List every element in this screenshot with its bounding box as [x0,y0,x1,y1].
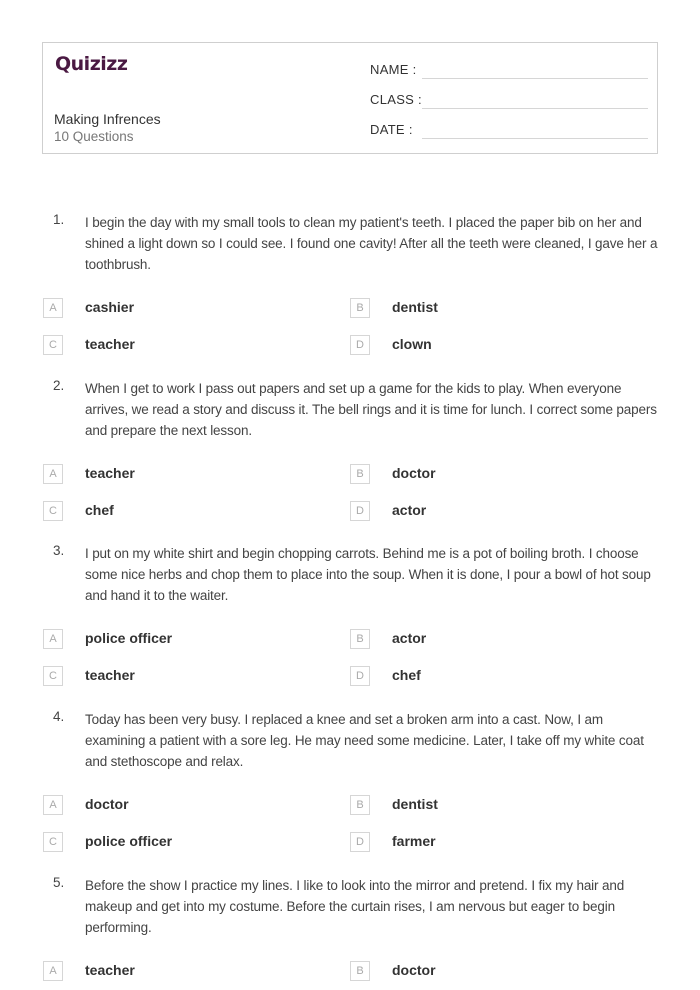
option-letter-box: C [43,335,63,355]
worksheet-title: Making Infrences [54,111,161,127]
option-letter-box: C [43,832,63,852]
option-letter-box: C [43,501,63,521]
option-text: chef [392,667,421,683]
date-field [370,119,648,139]
question-text: I begin the day with my small tools to clean my patient's teeth. I placed the paper bib on her and shined a light down so I could see. I found one cavity! After all the teeth were cleaned, I gave her a toothbrush. [85,215,658,272]
option-text: farmer [392,833,436,849]
question-number: 5. [53,875,65,890]
option-text: clown [392,336,432,352]
name-field [370,59,648,79]
option-letter-box: B [350,464,370,484]
option-text: cashier [85,299,135,315]
class-field [370,89,648,109]
option-letter-box: A [43,464,63,484]
question-count: 10 Questions [54,129,134,144]
date-line [422,138,648,139]
date-label: DATE : [370,122,413,137]
option-letter-box: A [43,298,63,318]
option-letter-box: D [350,832,370,852]
option-text: actor [392,630,427,646]
option-letter-box: A [43,629,63,649]
option-letter-box: D [350,666,370,686]
option-letter-box: A [43,795,63,815]
option-letter-box: B [350,961,370,981]
option-text: police officer [85,630,173,646]
name-line [422,78,648,79]
quizizz-logo: Quizizz [55,53,128,75]
option-letter-box: C [43,666,63,686]
option-text: teacher [85,465,135,481]
question-text: Before the show I practice my lines. I like to look into the mirror and pretend. I fix my hair and makeup and get into my costume. Before the curtain rises, I am nervous but eager to begin performing. [85,878,625,935]
question-text: I put on my white shirt and begin chopping carrots. Behind me is a pot of boiling broth. I choose some nice herbs and chop them to place into the soup. When it is done, I pour a bowl of hot soup and hand it to the waiter. [85,546,651,603]
option-text: chef [85,502,114,518]
class-line [422,108,648,109]
option-text: police officer [85,833,173,849]
option-text: doctor [392,465,436,481]
option-letter-box: B [350,298,370,318]
option-letter-box: D [350,501,370,521]
question-text: When I get to work I pass out papers and set up a game for the kids to play. When everyone arrives, we read a story and discuss it. The bell rings and it is time for lunch. I correct some papers and prepare the next lesson. [85,381,657,438]
option-text: teacher [85,336,135,352]
option-letter-box: B [350,629,370,649]
question-number: 3. [53,543,65,558]
option-letter-box: B [350,795,370,815]
name-label: NAME : [370,62,417,77]
option-text: teacher [85,667,135,683]
option-text: doctor [392,962,436,978]
question-text: Today has been very busy. I replaced a knee and set a broken arm into a cast. Now, I am examining a patient with a sore leg. He may need some medicine. Later, I take off my white coat and stethoscope and relax. [85,712,644,769]
question-number: 1. [53,212,65,227]
question-number: 4. [53,709,65,724]
option-text: actor [392,502,427,518]
option-text: dentist [392,299,438,315]
option-text: teacher [85,962,135,978]
worksheet-header [42,42,658,154]
class-label: CLASS : [370,92,422,107]
option-text: doctor [85,796,129,812]
option-letter-box: D [350,335,370,355]
question-number: 2. [53,378,65,393]
option-letter-box: A [43,961,63,981]
option-text: dentist [392,796,438,812]
